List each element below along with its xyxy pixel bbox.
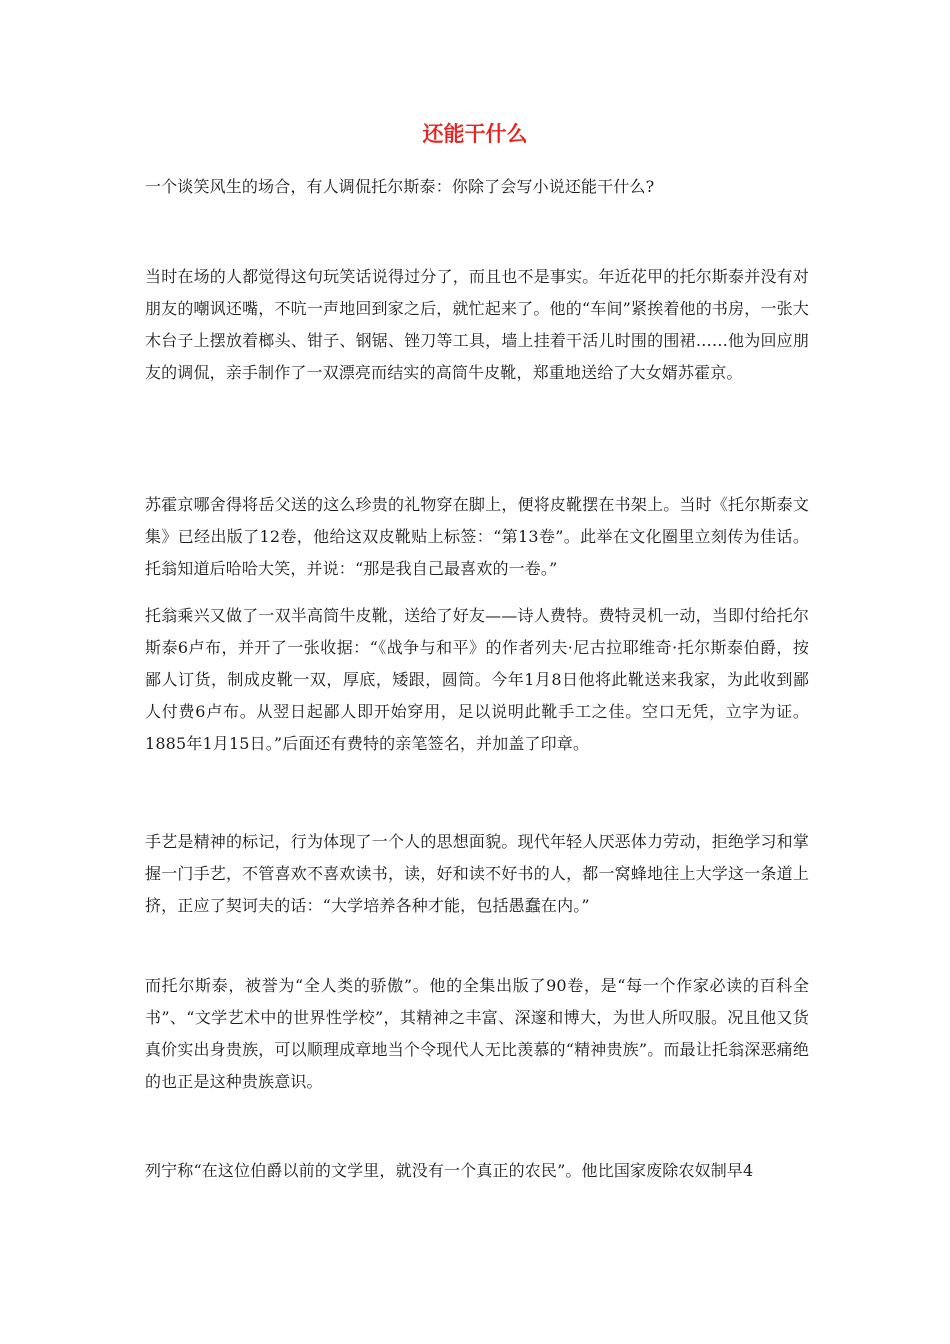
paragraph-4: 托翁乘兴又做了一双半高筒牛皮靴，送给了好友——诗人费特。费特灵机一动，当即付给托尔斯泰6卢布，并开了一张收据：“《战争与和平》的作者列夫·尼古拉耶维奇·托尔斯泰伯爵，按鄙人订货，制成皮靴一双，厚底，矮跟，圆筒。今年1月8日他将此靴送来我家，为此收到鄙人付费6卢布。从翌日起鄙人即开始穿用，足以说明此靴手工之佳。空口无凭，立字为证。1885年1月15日。”后面还有费特的亲笔签名，并加盖了印章。 [145,606,809,753]
paragraph-1: 一个谈笑风生的场合，有人调侃托尔斯泰：你除了会写小说还能干什么? [145,177,655,196]
paragraph-3: 苏霍京哪舍得将岳父送的这么珍贵的礼物穿在脚上，便将皮靴摆在书架上。当时《托尔斯泰文集》已经出版了12卷，他给这双皮靴贴上标签：“第13卷”。此举在文化圈里立刻传为佳话。托翁知道后哈哈大笑，并说：“那是我自己最喜欢的一卷。” [145,495,809,578]
paragraph-2: 当时在场的人都觉得这句玩笑话说得过分了，而且也不是事实。年近花甲的托尔斯泰并没有对朋友的嘲讽还嘴，不吭一声地回到家之后，就忙起来了。他的“车间”紧挨着他的书房，一张大木台子上摆放着榔头、钳子、钢锯、锉刀等工具，墙上挂着干活儿时围的围裙……他为回应朋友的调侃，亲手制作了一双漂亮而结实的高筒牛皮靴，郑重地送给了大女婿苏霍京。 [145,267,809,382]
paragraph-6: 而托尔斯泰，被誉为“全人类的骄傲”。他的全集出版了90卷，是“每一个作家必读的百科全书”、“文学艺术中的世界性学校”，其精神之丰富、深邃和博大，为世人所叹服。况且他又货真价实出身贵族，可以顺理成章地当个令现代人无比羡慕的“精神贵族”。而最让托翁深恶痛绝的也正是这种贵族意识。 [145,976,809,1091]
document-title: 还能干什么 [422,122,528,146]
paragraph-5: 手艺是精神的标记，行为体现了一个人的思想面貌。现代年轻人厌恶体力劳动，拒绝学习和掌握一门手艺，不管喜欢不喜欢读书，读，好和读不好书的人，都一窝蜂地往上大学这一条道上挤，正应了契诃夫的话：“大学培养各种才能，包括愚蠢在内。” [145,832,809,915]
paragraph-7: 列宁称“在这位伯爵以前的文学里，就没有一个真正的农民”。他比国家废除农奴制早4 [145,1161,754,1180]
